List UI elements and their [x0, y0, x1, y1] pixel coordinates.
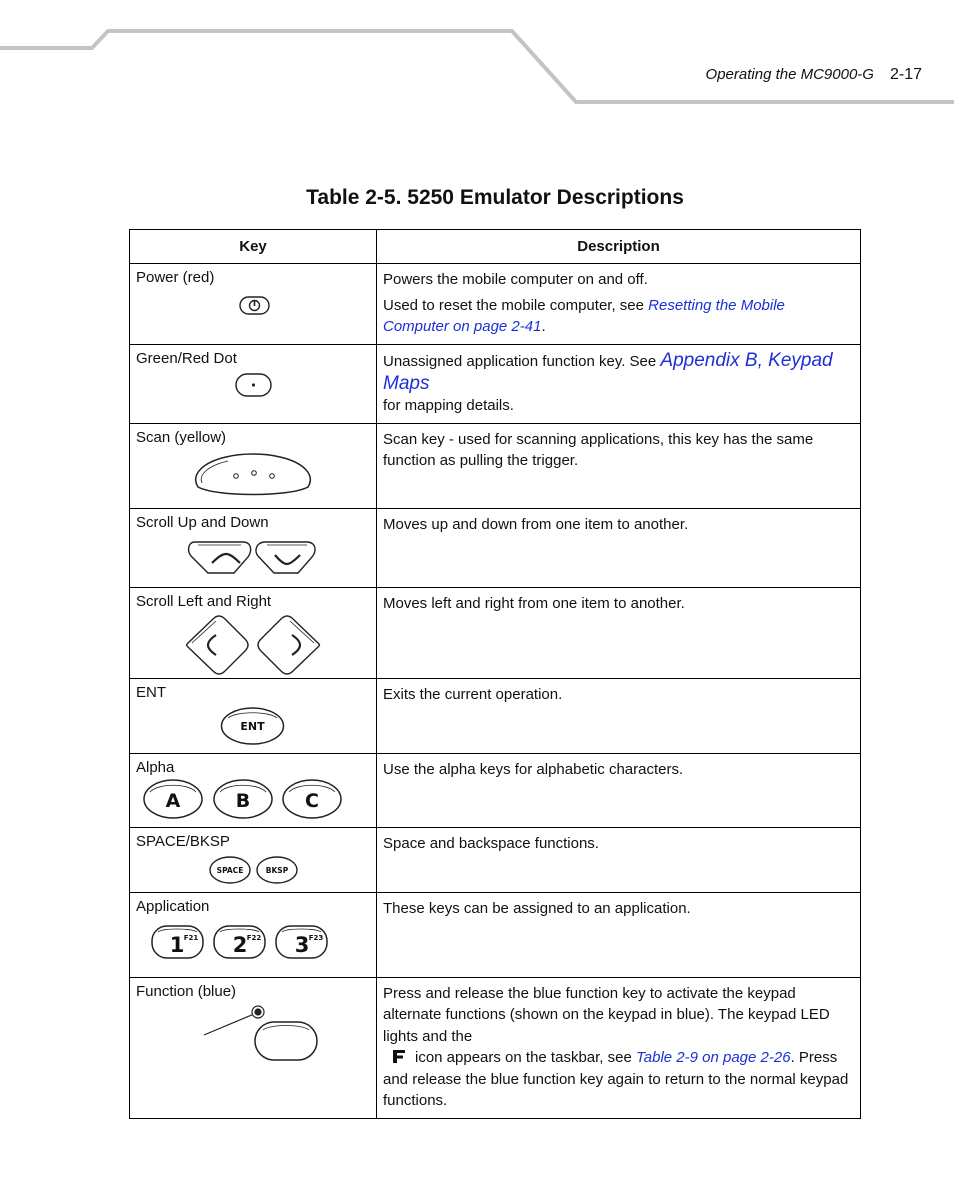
key-name: Function (blue) — [136, 982, 237, 1000]
description-text: These keys can be assigned to an application. — [383, 899, 691, 917]
ent-key-label: ENT — [240, 719, 265, 733]
description-text: Powers the mobile computer on and off. — [383, 271, 648, 288]
app-key-1-label: 1 — [169, 932, 185, 957]
description-cell — [377, 977, 861, 1118]
ent-key-icon — [130, 679, 376, 753]
description-cell — [377, 753, 861, 827]
description-text: Space and backspace functions. — [383, 834, 599, 852]
description-text: Exits the current operation. — [383, 685, 563, 703]
table-row — [130, 753, 861, 827]
key-cell — [130, 264, 377, 345]
key-name: Power (red) — [136, 269, 215, 286]
description-text-part: for mapping details. — [383, 397, 514, 414]
space-bksp-keys-icon — [130, 828, 376, 892]
table-row — [130, 977, 861, 1118]
key-cell — [130, 678, 377, 753]
link-appendix-b-keypad-maps[interactable]: Appendix B, Keypad Maps — [383, 350, 833, 394]
column-header-key: Key — [130, 230, 377, 264]
description-cell — [377, 345, 861, 424]
key-name: Alpha — [136, 758, 175, 776]
description-text-part: Press and release the blue function key to activate the keypad alternate functions (shown on the keypad in blue). The keypad LED lights and the — [383, 984, 830, 1045]
description-text: Scan key - used for scanning applications, this key has the same function as pulling the trigger. — [383, 430, 814, 469]
description-cell — [377, 678, 861, 753]
description-text-part: Used to reset the mobile computer, see — [383, 296, 649, 314]
alpha-key-a-label: A — [165, 789, 181, 812]
description-cell — [377, 508, 861, 587]
description-cell — [377, 264, 861, 345]
function-key-icon — [130, 978, 376, 1097]
description-text: Moves up and down from one item to another. — [383, 515, 689, 533]
key-cell — [130, 423, 377, 508]
emulator-table — [129, 229, 861, 1119]
column-header-description: Description — [377, 230, 861, 264]
table-caption: Table 2-5. 5250 Emulator Descriptions — [306, 186, 684, 209]
table-row — [130, 587, 861, 678]
scroll-left-right-keys-icon — [130, 588, 376, 678]
app-key-3-label: 3 — [294, 932, 310, 957]
description-text — [383, 350, 854, 417]
key-cell — [130, 977, 377, 1118]
key-name: SPACE/BKSP — [136, 832, 230, 850]
description-text: Moves left and right from one item to another. — [383, 594, 685, 612]
key-cell — [130, 508, 377, 587]
table-row — [130, 423, 861, 508]
green-red-dot-key-icon — [130, 345, 376, 405]
link-table-2-9[interactable]: Table 2-9 on page 2-26 — [635, 1049, 791, 1066]
key-name: Application — [136, 897, 210, 915]
table-header-row — [130, 230, 861, 264]
key-name: Scroll Left and Right — [136, 592, 272, 610]
table-row — [130, 892, 861, 977]
description-text-part: . — [541, 318, 546, 335]
alpha-key-b-label: B — [235, 789, 251, 812]
scan-key-icon — [130, 424, 376, 508]
running-head — [706, 66, 922, 84]
description-cell — [377, 587, 861, 678]
description-text-part: Unassigned application function key. See — [383, 353, 661, 370]
description-text — [383, 295, 854, 338]
key-cell — [130, 827, 377, 892]
table-row — [130, 678, 861, 753]
app-key-3-sublabel: F23 — [308, 933, 324, 942]
description-text — [383, 983, 854, 1112]
function-taskbar-icon — [391, 1049, 407, 1064]
book-title: Operating the MC9000-G — [705, 66, 874, 83]
bksp-key-label: BKSP — [265, 865, 289, 875]
header-rule — [0, 0, 954, 110]
key-cell — [130, 753, 377, 827]
table-row — [130, 264, 861, 345]
link-resetting-mobile-computer[interactable]: Resetting the Mobile Computer on page 2-41 — [383, 296, 785, 335]
application-keys-icon — [130, 893, 376, 977]
table-row — [130, 827, 861, 892]
key-name: Scan (yellow) — [136, 428, 227, 446]
description-text-part: . Press and release the blue function key again to return to the normal keypad functions. — [383, 1049, 849, 1109]
scroll-up-down-keys-icon — [130, 509, 376, 587]
table-row — [130, 345, 861, 424]
description-cell — [377, 827, 861, 892]
alpha-keys-icon — [130, 754, 376, 827]
key-name: ENT — [136, 683, 166, 701]
key-cell — [130, 587, 377, 678]
description-text: Use the alpha keys for alphabetic characters. — [383, 760, 684, 778]
alpha-key-c-label: C — [305, 789, 319, 812]
table-row — [130, 508, 861, 587]
description-cell — [377, 892, 861, 977]
key-cell — [130, 892, 377, 977]
key-name: Green/Red Dot — [136, 350, 237, 367]
app-key-2-sublabel: F22 — [246, 933, 262, 942]
app-key-2-label: 2 — [232, 932, 248, 957]
description-text-part: icon appears on the taskbar, see — [415, 1049, 636, 1066]
space-key-label: SPACE — [216, 865, 244, 875]
app-key-1-sublabel: F21 — [183, 933, 199, 942]
key-name: Scroll Up and Down — [136, 513, 269, 531]
page-number: 2-17 — [889, 66, 922, 83]
key-cell — [130, 345, 377, 424]
power-key-icon — [130, 264, 376, 344]
description-cell — [377, 423, 861, 508]
